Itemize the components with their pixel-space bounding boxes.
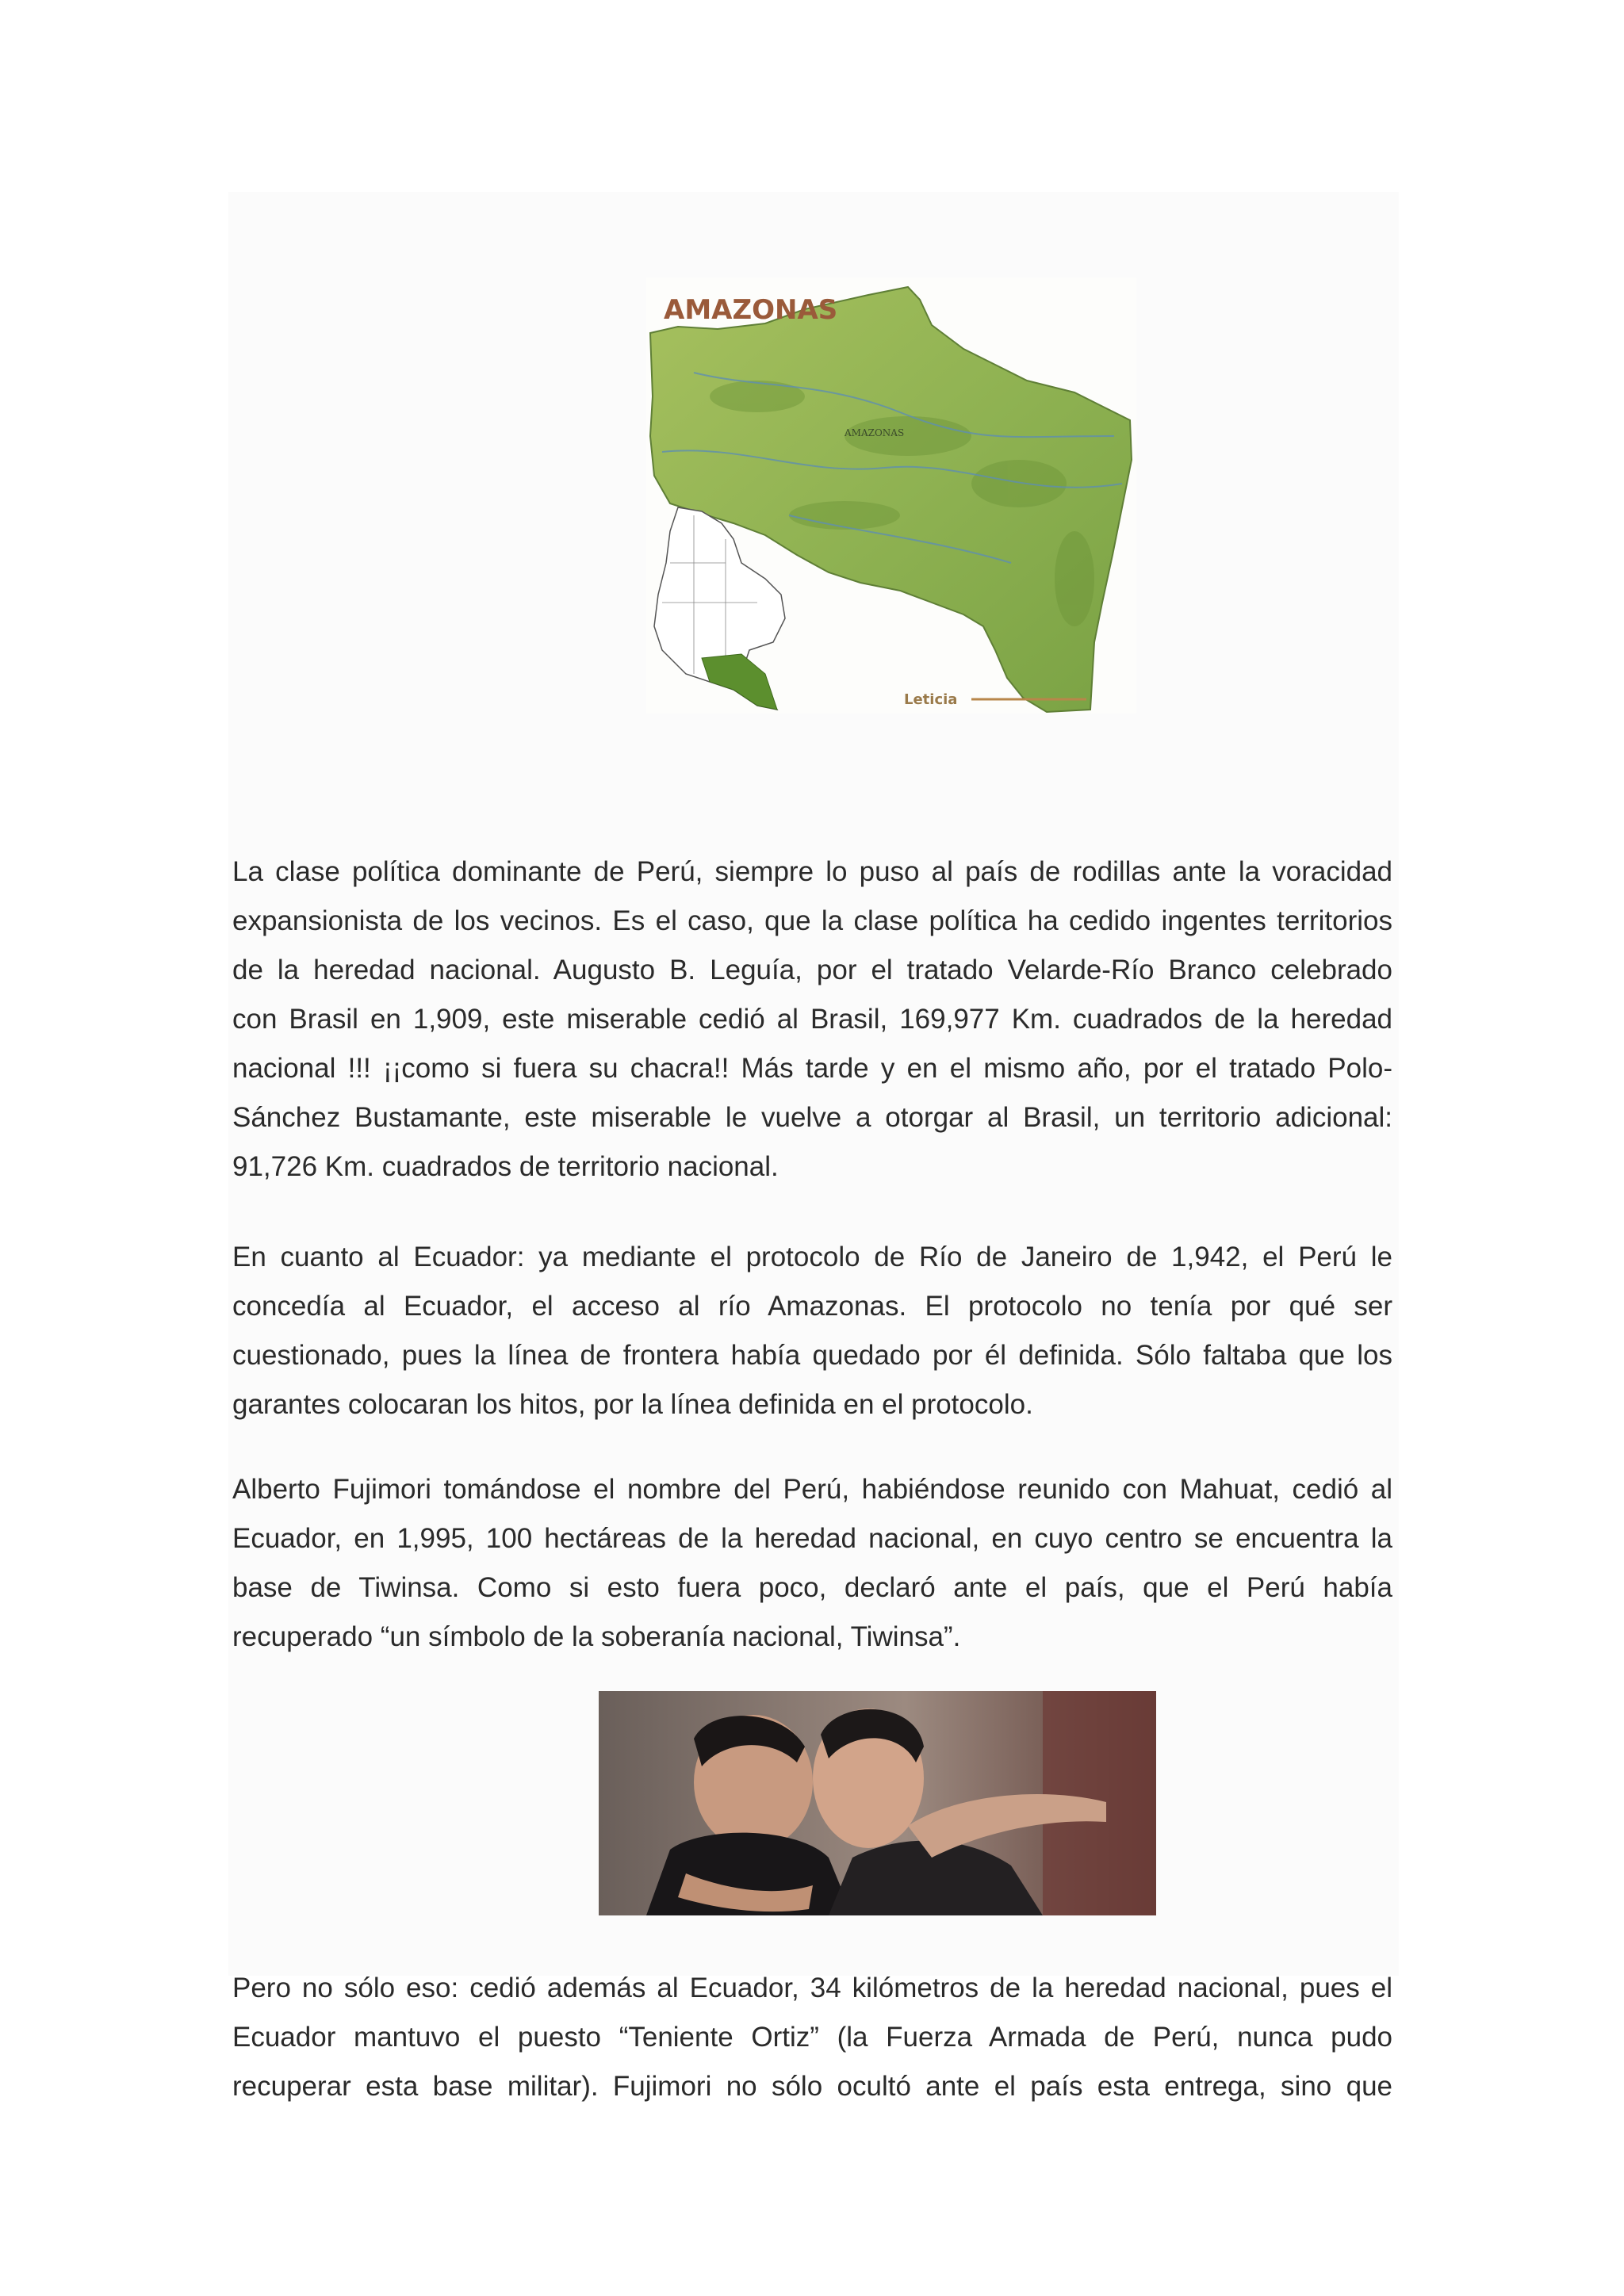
paragraph-line: base de Tiwinsa. Como si esto fuera poco, declaró ante el país, que el Perú había xyxy=(232,1572,1392,1603)
paragraph-line: En cuanto al Ecuador: ya mediante el protocolo de Río de Janeiro de 1,942, el Perú le xyxy=(232,1242,1392,1272)
paragraph-line: de la heredad nacional. Augusto B. Leguía, por el tratado Velarde-Río Branco celebrado xyxy=(232,955,1392,985)
map-title: AMAZONAS xyxy=(664,294,838,326)
paragraph-line: La clase política dominante de Perú, siempre lo puso al país de rodillas ante la voracidad xyxy=(232,856,1392,887)
paragraph-3 xyxy=(232,1465,1392,1662)
paragraph-line: Alberto Fujimori tomándose el nombre del Perú, habiéndose reunido con Mahuat, cedió al xyxy=(232,1474,1392,1505)
embrace-photo xyxy=(599,1691,1156,1915)
paragraph-2 xyxy=(232,1233,1392,1429)
paragraph-line: nacional !!! ¡¡como si fuera su chacra!! Más tarde y en el mismo año, por el tratado Polo- xyxy=(232,1053,1392,1084)
paragraph-line: cuestionado, pues la línea de frontera había quedado por él definida. Sólo faltaba que los xyxy=(232,1340,1392,1371)
paragraph-1 xyxy=(232,848,1392,1192)
map-city-label: Leticia xyxy=(904,691,958,708)
paragraph-line: con Brasil en 1,909, este miserable cedió al Brasil, 169,977 Km. cuadrados de la heredad xyxy=(232,1004,1392,1035)
paragraph-line: garantes colocaran los hitos, por la línea definida en el protocolo. xyxy=(232,1389,1033,1420)
amazonas-map-image xyxy=(646,277,1136,714)
map-center-label: AMAZONAS xyxy=(845,427,905,438)
paragraph-line: Ecuador mantuvo el puesto “Teniente Ortiz” (la Fuerza Armada de Perú, nunca pudo xyxy=(232,2022,1392,2053)
paragraph-4 xyxy=(232,1964,1392,2111)
paragraph-line: recuperar esta base militar). Fujimori no sólo ocultó ante el país esta entrega, sino que xyxy=(232,2071,1392,2102)
paragraph-line: Ecuador, en 1,995, 100 hectáreas de la heredad nacional, en cuyo centro se encuentra la xyxy=(232,1523,1392,1554)
paragraph-line: Pero no sólo eso: cedió además al Ecuador, 34 kilómetros de la heredad nacional, pues el xyxy=(232,1973,1392,2003)
paragraph-line: 91,726 Km. cuadrados de territorio nacional. xyxy=(232,1151,779,1182)
paragraph-line: expansionista de los vecinos. Es el caso, que la clase política ha cedido ingentes territorios xyxy=(232,905,1392,936)
paragraph-line: recuperado “un símbolo de la soberanía nacional, Tiwinsa”. xyxy=(232,1621,961,1652)
paragraph-line: concedía al Ecuador, el acceso al río Amazonas. El protocolo no tenía por qué ser xyxy=(232,1291,1392,1322)
paragraph-line: Sánchez Bustamante, este miserable le vuelve a otorgar al Brasil, un territorio adicional: xyxy=(232,1102,1392,1133)
